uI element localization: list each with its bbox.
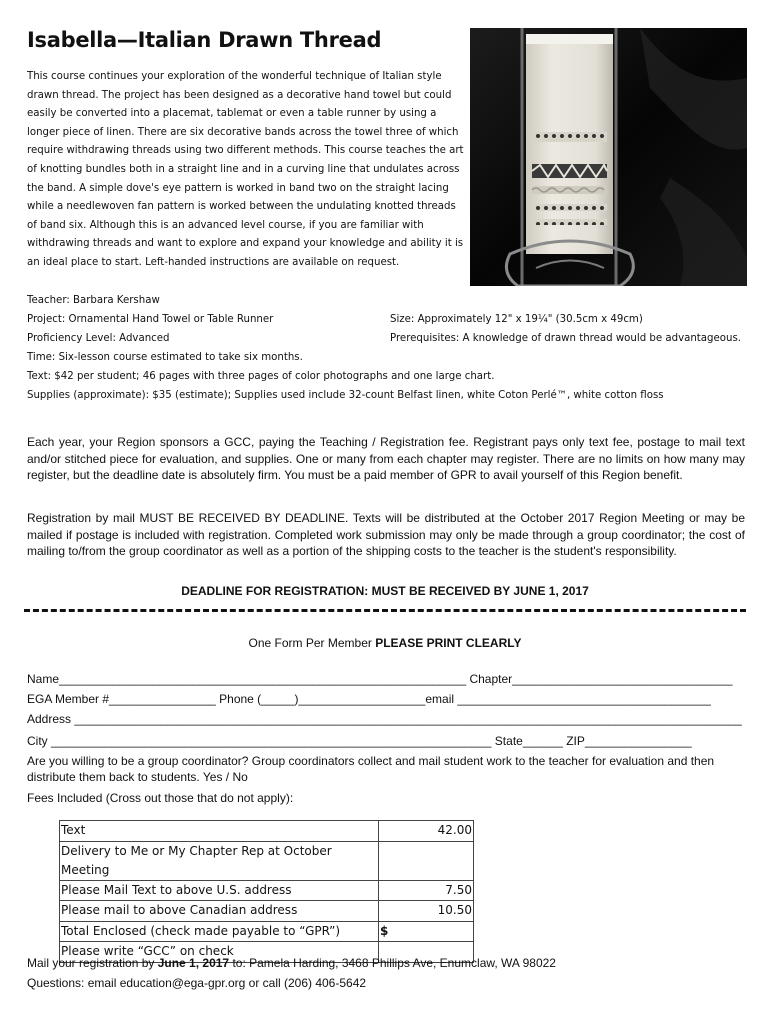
size-line: Size: Approximately 12" x 19¼" (30.5cm x 49cm): [390, 314, 643, 325]
fee-row[interactable]: [60, 880, 474, 901]
total-amount-field[interactable]: $: [379, 921, 474, 942]
form-header-instruction: PLEASE PRINT CLEARLY: [375, 636, 522, 650]
fee-amount: 10.50: [379, 901, 474, 922]
form-header-note: One Form Per Member: [248, 636, 376, 650]
address-field[interactable]: Address ____________________________________________________________________________________________________: [27, 712, 742, 726]
fee-row[interactable]: [60, 841, 474, 880]
city-state-zip-field[interactable]: City __________________________________________________________________ State______ ZIP________________: [27, 734, 692, 748]
time-line: Time: Six-lesson course estimated to take six months.: [27, 352, 303, 363]
fee-amount: 42.00: [379, 821, 474, 842]
course-description: This course continues your exploration of the wonderful technique of Italian style drawn thread. The project has been designed as a decorative hand towel but could easily be converted into a placemat, tablemat or even a table runner by using a longer piece of linen. There are six decorative bands across the towel three of which require withdrawing threads using two different methods. This course teaches the art of knotting bundles both in a straight line and in a curving line that undulates across the band. A simple dove's eye pattern is worked in band two on the straight lacing while a needlewoven fan pattern is worked between the undulating knotted threads of band six. Although this is an advanced level course, if you are familiar with withdrawing threads and want to explore and expand your knowledge and ability it is an ideal place to start. Left-handed instructions are available on request.: [27, 71, 464, 268]
mail-instructions: [27, 956, 556, 970]
fee-amount: [379, 841, 474, 880]
registration-paragraph: Registration by mail MUST BE RECEIVED BY DEADLINE. Texts will be distributed at the October 2017 Region Meeting or may be mailed if postage is included with registration. Completed work submission may only be made through a group coordinator; the cost of mailing to/from the group coordinator as well as a portion of the shipping costs to the teacher is the student's responsibility.: [27, 511, 745, 558]
fee-row[interactable]: [60, 901, 474, 922]
name-chapter-field[interactable]: Name_____________________________________________________________ Chapter_________________________________: [27, 672, 733, 686]
region-sponsor-paragraph: Each year, your Region sponsors a GCC, paying the Teaching / Registration fee. Registrant pays only text fee, postage to mail text and/or stitched piece for evaluation, and supplies. One or many from each chapter may register. There are no limits on how many may register, but the deadline date is absolutely firm. You must be a paid member of GPR to avail yourself of this Region benefit.: [27, 435, 745, 482]
form-header: [0, 636, 770, 650]
questions-contact: Questions: email education@ega-gpr.org or call (206) 406-5642: [27, 976, 367, 990]
fee-row[interactable]: [60, 821, 474, 842]
fees-label: Fees Included (Cross out those that do not apply):: [27, 791, 294, 805]
mail-address: to: Pamela Harding, 3468 Phillips Ave, Enumclaw, WA 98022: [229, 956, 556, 970]
fee-label: Please mail to above Canadian address: [60, 901, 379, 922]
page-title: Isabella—Italian Drawn Thread: [27, 28, 382, 52]
project-line: Project: Ornamental Hand Towel or Table Runner: [27, 314, 274, 325]
fees-table: [59, 820, 474, 963]
prerequisites-line: Prerequisites: A knowledge of drawn thread would be advantageous.: [390, 333, 742, 344]
mail-date: June 1, 2017: [157, 956, 230, 970]
group-coordinator-question[interactable]: Are you willing to be a group coordinator? Group coordinators collect and mail student work to the teacher for evaluation and then distribute them back to students. Yes / No: [27, 754, 715, 784]
fee-label: Text: [60, 821, 379, 842]
member-phone-email-field[interactable]: EGA Member #________________ Phone (_____)___________________email ______________________________________: [27, 692, 711, 706]
fee-label: Delivery to Me or My Chapter Rep at October Meeting: [60, 841, 379, 880]
fee-row[interactable]: [60, 921, 474, 942]
deadline-heading: DEADLINE FOR REGISTRATION: MUST BE RECEIVED BY JUNE 1, 2017: [181, 584, 589, 598]
text-line: Text: $42 per student; 46 pages with three pages of color photographs and one large chart.: [27, 371, 495, 382]
mail-prefix: Mail your registration by: [27, 956, 158, 970]
cut-line: [24, 609, 746, 612]
supplies-line: Supplies (approximate): $35 (estimate); Supplies used include 32-count Belfast linen, white Coton Perlé™, white cotton floss: [27, 390, 664, 401]
fee-amount: 7.50: [379, 880, 474, 901]
fee-label: Please write “GCC” on check: [60, 942, 379, 963]
towel-photo: [470, 28, 747, 286]
teacher-line: Teacher: Barbara Kershaw: [27, 295, 160, 306]
fee-label: Total Enclosed (check made payable to “GPR”): [60, 921, 379, 942]
fee-label: Please Mail Text to above U.S. address: [60, 880, 379, 901]
proficiency-line: Proficiency Level: Advanced: [27, 333, 170, 344]
